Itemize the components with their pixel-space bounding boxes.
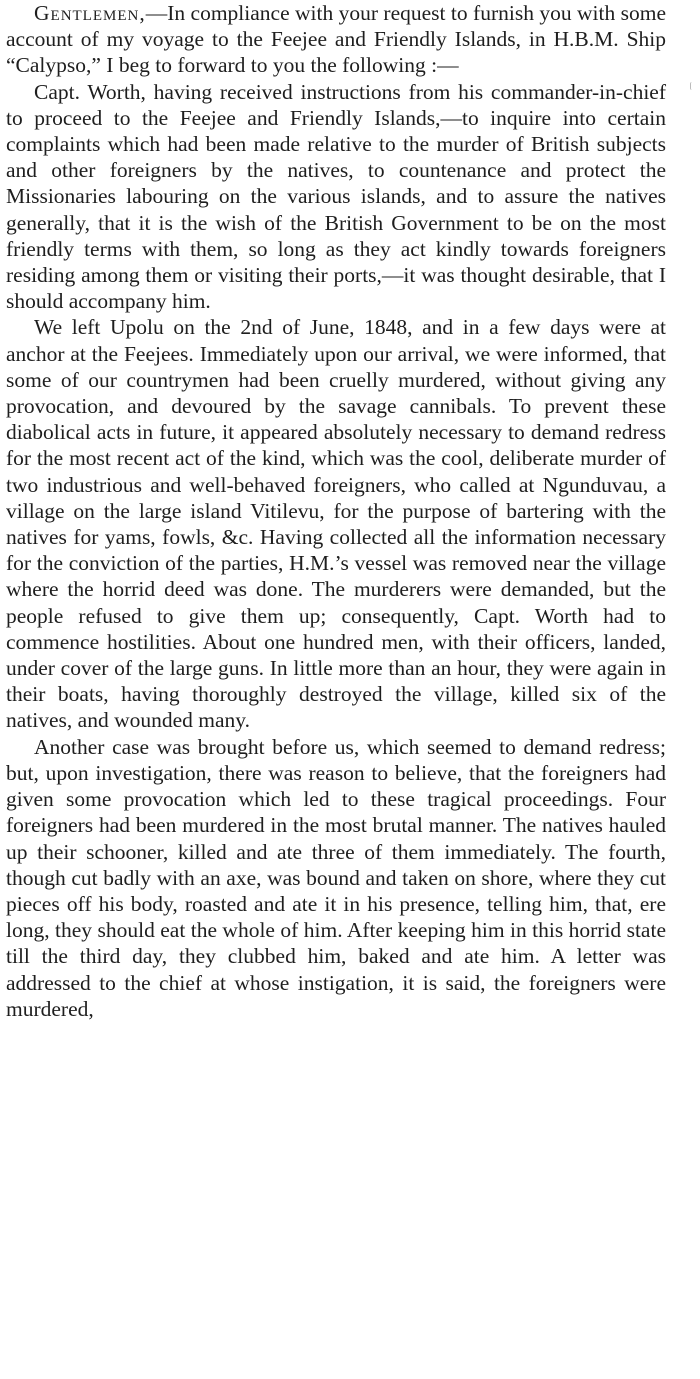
paragraph-1 <box>6 0 666 79</box>
paragraph-4: Another case was brought before us, which seemed to demand redress; but, upon investigation, there was reason to believe, that the foreigners had given some provocation which led to these tragical proceedings. Four foreigners had been murdered in the most brutal manner. The natives hauled up their schooner, killed and ate three of them immediately. The fourth, though cut badly with an axe, was bound and taken on shore, where they cut pieces off his body, roasted and ate it in his presence, telling him, that, ere long, they should eat the whole of him. After keeping him in this horrid state till the third day, they clubbed him, baked and ate him. A letter was addressed to the chief at whose instigation, it is said, the foreigners were murdered, <box>6 734 666 1021</box>
paragraph-2: Capt. Worth, having received instructions from his commander-in-chief to proceed to the Feejee and Friendly Islands,—to inquire into certain complaints which had been made relative to the murder of British subjects and other foreigners by the natives, to countenance and protect the Missionaries labouring on the various islands, and to assure the natives generally, that it is the wish of the British Government to be on the most friendly terms with them, so long as they act kindly towards foreigners residing among them or visiting their ports,—it was thought desirable, that I should accompany him. <box>6 79 666 314</box>
margin-mark <box>690 82 694 90</box>
salutation: Gentlemen, <box>34 1 146 25</box>
document-page <box>6 0 666 1022</box>
paragraph-3: We left Upolu on the 2nd of June, 1848, and in a few days were at anchor at the Feejees. Immediately upon our arrival, we were informed, that some of our countrymen had been cruelly murdered, without giving any provocation, and devoured by the savage cannibals. To prevent these diabolical acts in future, it appeared absolutely necessary to demand redress for the most recent act of the kind, which was the cool, deliberate murder of two industrious and well-behaved foreigners, who called at Ngunduvau, a village on the large island Vitilevu, for the purpose of bartering with the natives for yams, fowls, &c. Having collected all the information necessary for the conviction of the parties, H.M.’s vessel was removed near the village where the horrid deed was done. The murderers were demanded, but the people refused to give them up; consequently, Capt. Worth had to commence hostilities. About one hundred men, with their officers, landed, under cover of the large guns. In little more than an hour, they were again in their boats, having thoroughly destroyed the village, killed six of the natives, and wounded many. <box>6 315 666 733</box>
paragraph-1-text: —In compliance with your request to furnish you with some account of my voyage to the Feejee and Friendly Islands, in H.B.M. Ship “Calypso,” I beg to forward to you the following :— <box>6 1 666 78</box>
